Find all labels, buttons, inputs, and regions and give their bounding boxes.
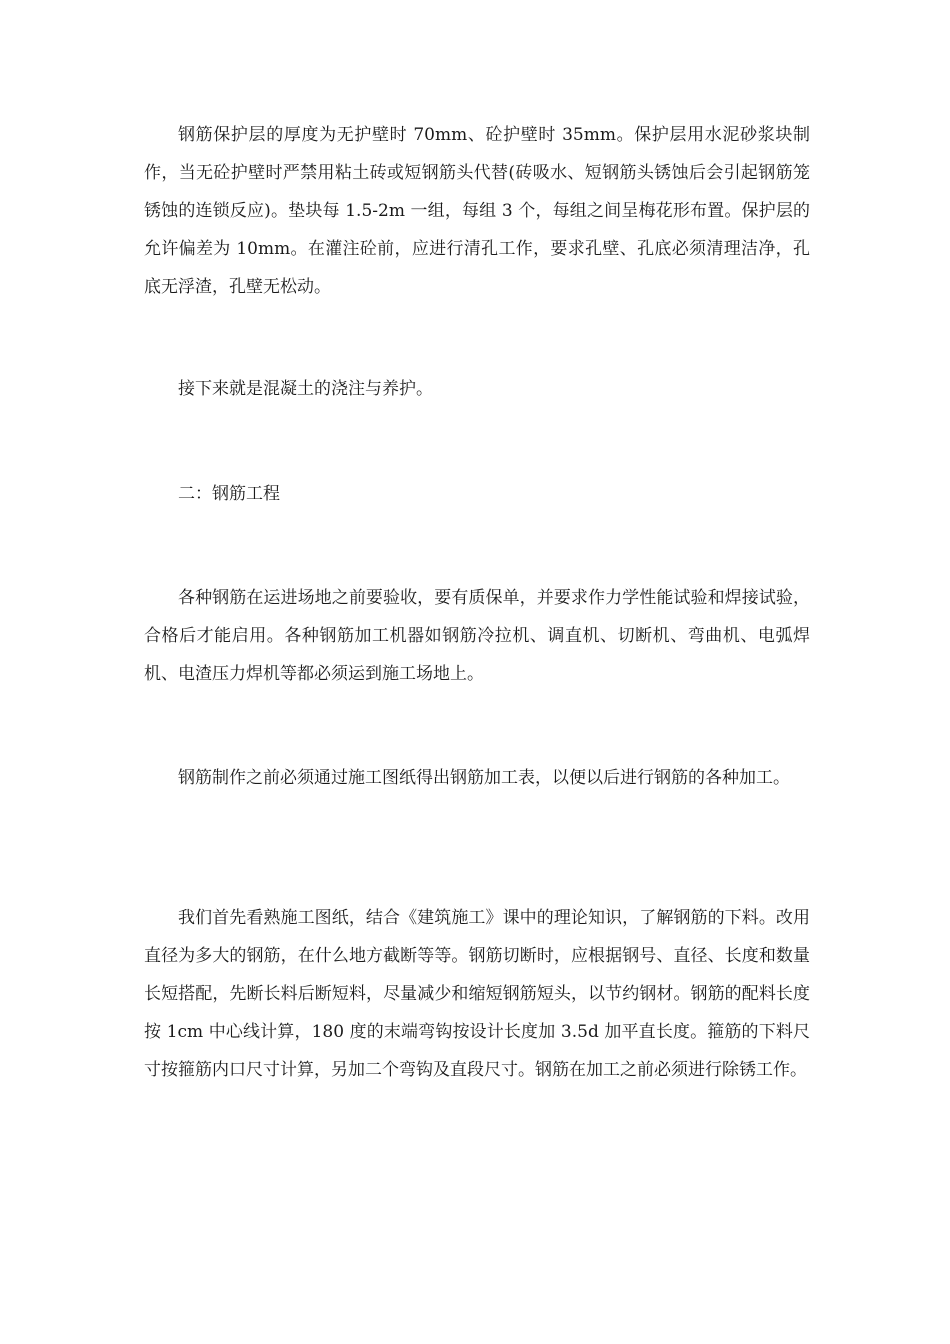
paragraph-rebar-inspection: 各种钢筋在运进场地之前要验收，要有质保单，并要求作力学性能试验和焊接试验，合格后才能启用。各种钢筋加工机器如钢筋冷拉机、调直机、切断机、弯曲机、电弧焊机、电渣压力焊机等都必须运到施工场地上。 [144, 588, 810, 684]
section-heading-rebar-engineering: 二：钢筋工程 [178, 484, 280, 504]
paragraph-rebar-cutting: 我们首先看熟施工图纸，结合《建筑施工》课中的理论知识，了解钢筋的下料。改用直径为多大的钢筋，在什么地方截断等等。钢筋切断时，应根据钢号、直径、长度和数量长短搭配，先断长料后断短料，尽量减少和缩短钢筋短头，以节约钢材。钢筋的配料长度按 1cm 中心线计算，180 度的末端弯钩按设计长度加 3.5d 加平直长度。箍筋的下料尺寸按箍筋内口尺寸计算，另加二个弯钩及直段尺寸。钢筋在加工之前必须进行除锈工作。 [144, 908, 810, 1080]
paragraph-rebar-schedule: 钢筋制作之前必须通过施工图纸得出钢筋加工表，以便以后进行钢筋的各种加工。 [178, 768, 790, 788]
paragraph-protective-layer: 钢筋保护层的厚度为无护壁时 70mm、砼护壁时 35mm。保护层用水泥砂浆块制作，当无砼护壁时严禁用粘土砖或短钢筋头代替(砖吸水、短钢筋头锈蚀后会引起钢筋笼锈蚀的连锁反应)。垫块每 1.5-2m 一组，每组 3 个，每组之间呈梅花形布置。保护层的允许偏差为 10mm。在灌注砼前，应进行清孔工作，要求孔壁、孔底必须清理洁净，孔底无浮渣，孔壁无松动。 [144, 125, 810, 297]
paragraph-concrete-pouring: 接下来就是混凝土的浇注与养护。 [178, 379, 433, 399]
